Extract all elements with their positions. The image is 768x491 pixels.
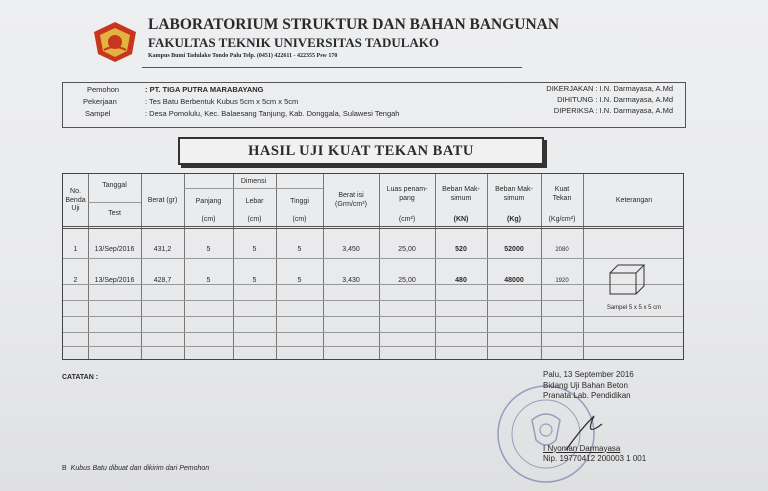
- header-unit-cm: (cm): [247, 216, 262, 223]
- header-berat: Berat (gr): [147, 197, 178, 204]
- pekerjaan-value: : Tes Batu Berbentuk Kubus 5cm x 5cm x 5cm: [145, 97, 299, 106]
- header-dimensi: Dimensi: [240, 178, 267, 185]
- dihitung-text: DIHITUNG : I.N. Darmayasa, A.Md: [557, 95, 673, 104]
- header-berat-isi: Berat isi (Grm/cm³): [335, 192, 367, 208]
- signature-block: [543, 370, 646, 465]
- header-tinggi: Tinggi: [290, 198, 309, 205]
- dikerjakan-text: DIKERJAKAN : I.N. Darmayasa, A.Md: [546, 84, 673, 93]
- header-lebar: Lebar: [245, 198, 264, 205]
- header-divider: [142, 67, 522, 68]
- pekerjaan-label: Pekerjaan: [83, 97, 117, 106]
- info-box: [62, 82, 686, 128]
- pemohon-value: : PT. TIGA PUTRA MARABAYANG: [145, 85, 264, 94]
- header-test: Test: [108, 210, 121, 217]
- report-title: HASIL UJI KUAT TEKAN BATU: [248, 143, 474, 159]
- title-box: [178, 137, 544, 165]
- header-luas-unit: (cm²): [398, 216, 416, 223]
- header-tanggal: Tanggal: [102, 182, 127, 189]
- header-panjang: Panjang: [195, 198, 222, 205]
- header-kuat-unit: (Kg/cm²): [548, 216, 576, 223]
- sampel-label: Sampel: [85, 109, 111, 118]
- header-unit-cm: (cm): [292, 216, 307, 223]
- header-beban-kn-unit: (KN): [453, 216, 469, 223]
- sign-name: I Nyoman Darmayasa: [543, 443, 621, 453]
- header-no: No. Benda Uji: [65, 188, 86, 212]
- pemohon-label: Pemohon: [87, 85, 120, 94]
- results-table: No. Benda Uji Tanggal Test Berat (gr) Dimensi Panjang Lebar Tinggi (cm) (cm) (cm) Berat isi (Grm/cm³) Luas penam- pang (cm²) Beban Mak- simum (KN) Beban Mak- simum (Kg) Kuat Tekan (Kg/cm²) Keterangan 1 13/Sep/2016 431,2 5 5 5 3,450 25,00 520 52000 2080 2 13/Sep/2016 428,7 5 5 5 3,430 25,00 480 48000 1920 Sampel 5 x 5 x 5 cm: [62, 173, 684, 360]
- sign-role: Pranata Lab. Pendidikan: [543, 391, 631, 400]
- cube-sketch-icon: [607, 262, 647, 296]
- lab-address: Kampus Bumi Tadulako Tondo Palu Telp. (0451) 422611 - 422355 Psw 170: [148, 53, 338, 59]
- sign-nip: Nip. 19770412 200003 1 001: [543, 454, 647, 463]
- header-beban-kg: Beban Mak- simum: [495, 186, 533, 202]
- lab-name: LABORATORIUM STRUKTUR DAN BAHAN BANGUNAN: [148, 16, 560, 33]
- header-kuat-tekan: Kuat Tekan: [552, 186, 572, 202]
- sign-division: Bidang Uji Bahan Beton: [543, 380, 628, 390]
- faculty-name: FAKULTAS TEKNIK UNIVERSITAS TADULAKO: [148, 35, 440, 50]
- university-logo-icon: [90, 20, 140, 64]
- diperiksa-text: DIPERIKSA : I.N. Darmayasa, A.Md: [553, 106, 673, 115]
- header-luas: Luas penam- pang: [386, 186, 428, 202]
- footnote: B Kubus Batu dibuat dan dikirim dari Pemohon: [62, 465, 210, 472]
- header-beban-kn: Beban Mak- simum: [442, 186, 480, 202]
- header-beban-kg-unit: (Kg): [507, 216, 521, 223]
- sign-place-date: Palu, 13 September 2016: [543, 370, 634, 379]
- sampel-value: : Desa Pomolulu, Kec. Balaesang Tanjung, Kab. Donggala, Sulawesi Tengah: [145, 109, 400, 118]
- header-keterangan: Keterangan: [615, 197, 653, 204]
- header-unit-cm: (cm): [201, 216, 216, 223]
- catatan-label: CATATAN :: [62, 374, 99, 381]
- keterangan-note: Sampel 5 x 5 x 5 cm: [606, 305, 662, 311]
